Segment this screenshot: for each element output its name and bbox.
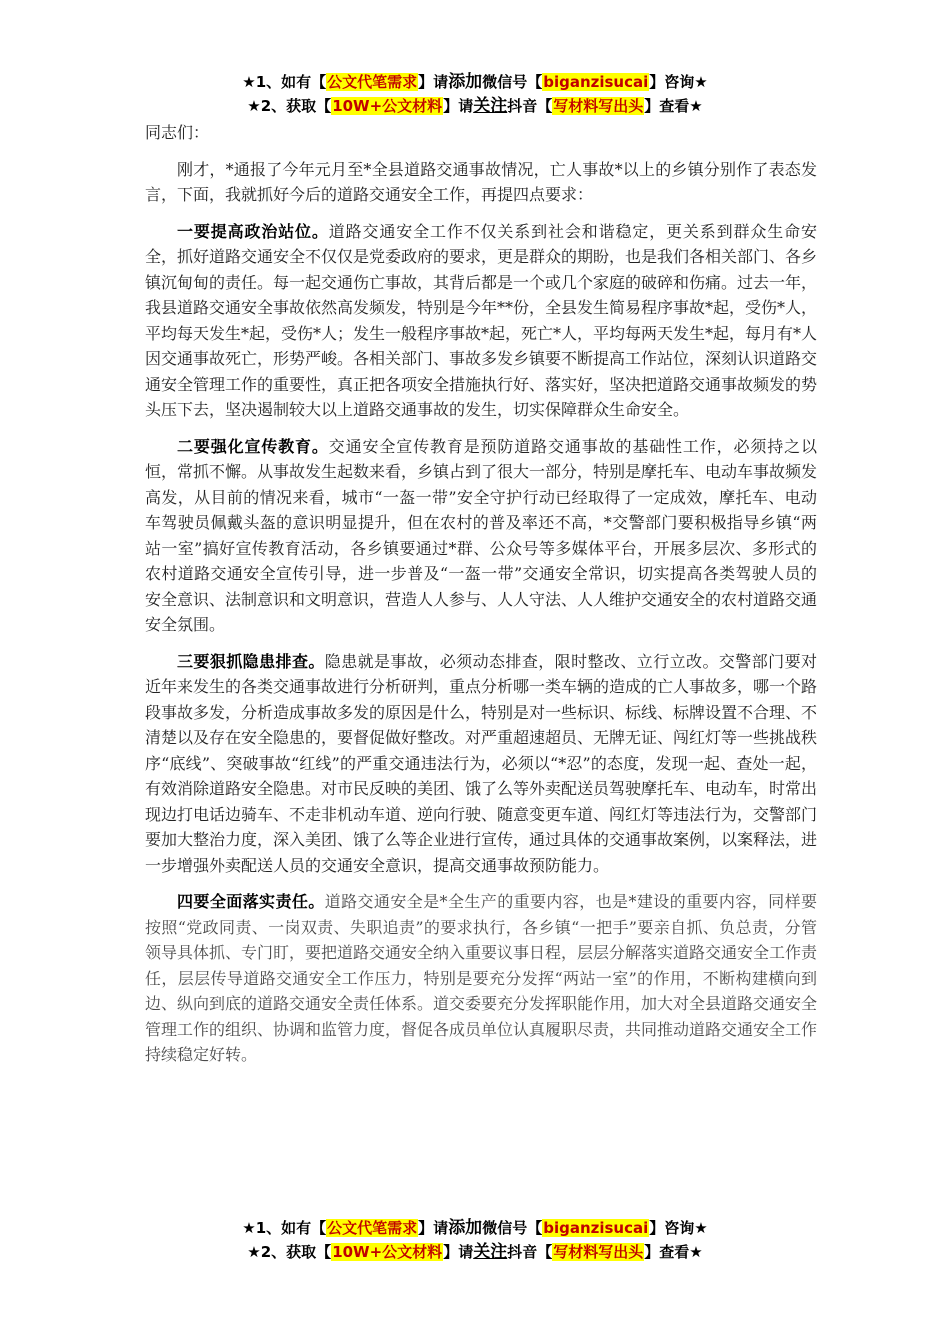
promo-text: 抖音【 — [507, 1243, 553, 1261]
promo-highlight: biganzisucai — [543, 1219, 649, 1237]
promo-text: 】咨询★ — [649, 73, 708, 91]
section-paragraph-1 — [145, 219, 817, 423]
promo-highlight: 写材料写出头 — [553, 1243, 644, 1261]
section-paragraph-2 — [145, 434, 817, 638]
section-text: 道路交通安全工作不仅关系到社会和谐稳定，更关系到群众生命安全，抓好道路交通安全不仅仅是党委政府的要求，更是群众的期盼，也是我们各相关部门、各乡镇沉甸甸的责任。每一起交通伤亡事故，其背后都是一个或几个家庭的破碎和伤痛。过去一年，我县道路交通安全事故依然高发频发，特别是今年**份，全县发生简易程序事故*起，受伤*人，平均每天发生*起，受伤*人；发生一般程序事故*起，死亡*人，平均每两天发生*起，每月有*人因交通事故死亡，形势严峻。各相关部门、事故多发乡镇要不断提高工作站位，深刻认识道路交通安全管理工作的重要性，真正把各项安全措施执行好、落实好，坚决把道路交通事故频发的势头压下去，坚决遏制较大以上道路交通事故的发生，切实保障群众生命安全。 — [145, 221, 818, 419]
section-heading: 一要提高政治站位。 — [177, 221, 329, 241]
section-heading: 三要狠抓隐患排查。 — [177, 651, 325, 671]
promo-text: 】请 — [418, 1219, 449, 1237]
section-text: 道路交通安全是*全生产的重要内容，也是*建设的重要内容，同样要按照“党政同责、一岗双责、失职追责”的要求执行，各乡镇“一把手”要亲自抓、负总责，分管领导具体抓、专门盯，要把道路交通安全纳入重要议事日程，层层分解落实道路交通安全工作责任，层层传导道路交通安全工作压力，特别是要充分发挥“两站一室”的作用，不断构建横向到边、纵向到底的道路交通安全责任体系。道交委要充分发挥职能作用，加大对全县道路交通安全管理工作的组织、协调和监管力度，督促各成员单位认真履职尽责，共同推动道路交通安全工作持续稳定好转。 — [145, 892, 818, 1064]
promo-text: 微信号【 — [482, 73, 543, 91]
section-heading: 二要强化宣传教育。 — [177, 436, 329, 456]
promo-text: 】请 — [418, 73, 449, 91]
promo-line-1-bottom — [0, 1216, 950, 1240]
section-paragraph-3 — [145, 649, 817, 879]
promo-highlight: 10W+公文材料 — [332, 97, 443, 115]
promo-text: ★2、获取【 — [247, 1243, 332, 1261]
promo-highlight: 公文代笔需求 — [327, 73, 418, 91]
promo-highlight: 公文代笔需求 — [327, 1219, 418, 1237]
promo-text: 】咨询★ — [649, 1219, 708, 1237]
promo-text: 】请 — [443, 97, 474, 115]
intro-paragraph: 刚才，*通报了今年元月至*全县道路交通事故情况，亡人事故*以上的乡镇分别作了表态发言，下面，我就抓好今后的道路交通安全工作，再提四点要求： — [145, 159, 817, 204]
section-heading: 四要全面落实责任。 — [177, 892, 325, 911]
promo-emphasis: 关注 — [473, 96, 508, 116]
promo-text: 】请 — [443, 1243, 474, 1261]
promo-text: 】查看★ — [644, 97, 703, 115]
promo-highlight: biganzisucai — [543, 73, 649, 91]
promo-text: 微信号【 — [482, 1219, 543, 1237]
promo-emphasis: 添加 — [448, 72, 483, 92]
promo-text: ★1、如有【 — [242, 73, 327, 91]
promo-line-2-bottom — [0, 1240, 950, 1264]
promo-emphasis: 关注 — [473, 1242, 508, 1262]
section-text: 交通安全宣传教育是预防道路交通事故的基础性工作，必须持之以恒，常抓不懈。从事故发生起数来看，乡镇占到了很大一部分，特别是摩托车、电动车事故频发高发，从目前的情况来看，城市“一盔一带”安全守护行动已经取得了一定成效，摩托车、电动车驾驶员佩戴头盔的意识明显提升，但在农村的普及率还不高，*交警部门要积极指导乡镇“两站一室”搞好宣传教育活动，各乡镇要通过*群、公众号等多媒体平台，开展多层次、多形式的农村道路交通安全宣传引导，进一步普及“一盔一带”交通安全常识，切实提高各类驾驶人员的安全意识、法制意识和文明意识，营造人人参与、人人守法、人人维护交通安全的农村道路交通安全氛围。 — [145, 436, 818, 634]
promo-highlight: 10W+公文材料 — [332, 1243, 443, 1261]
greeting: 同志们： — [145, 123, 210, 142]
promo-text: ★2、获取【 — [247, 97, 332, 115]
speech-body — [145, 120, 817, 1079]
promo-text: 抖音【 — [507, 97, 553, 115]
section-paragraph-4 — [145, 889, 817, 1068]
promo-highlight: 写材料写出头 — [553, 97, 644, 115]
promo-text: 】查看★ — [644, 1243, 703, 1261]
section-text: 隐患就是事故，必须动态排查，限时整改、立行立改。交警部门要对近年来发生的各类交通事故进行分析研判，重点分析哪一类车辆的造成的亡人事故多，哪一个路段事故多发，分析造成事故多发的原因是什么，特别是对一些标识、标线、标牌设置不合理、不清楚以及存在安全隐患的，要督促做好整改。对严重超速超员、无牌无证、闯红灯等一些挑战秩序“底线”、突破事故“红线”的严重交通违法行为，必须以“*忍”的态度，发现一起、查处一起，有效消除道路安全隐患。对市民反映的美团、饿了么等外卖配送员驾驶摩托车、电动车，时常出现边打电话边骑车、不走非机动车道、逆向行驶、随意变更车道、闯红灯等违法行为，交警部门要加大整治力度，深入美团、饿了么等企业进行宣传，通过具体的交通事故案例，以案释法，进一步增强外卖配送人员的交通安全意识，提高交通事故预防能力。 — [145, 651, 818, 875]
promo-line-2-top — [0, 94, 950, 118]
promo-text: ★1、如有【 — [242, 1219, 327, 1237]
promo-emphasis: 添加 — [448, 1218, 483, 1238]
promo-line-1-top — [0, 70, 950, 94]
